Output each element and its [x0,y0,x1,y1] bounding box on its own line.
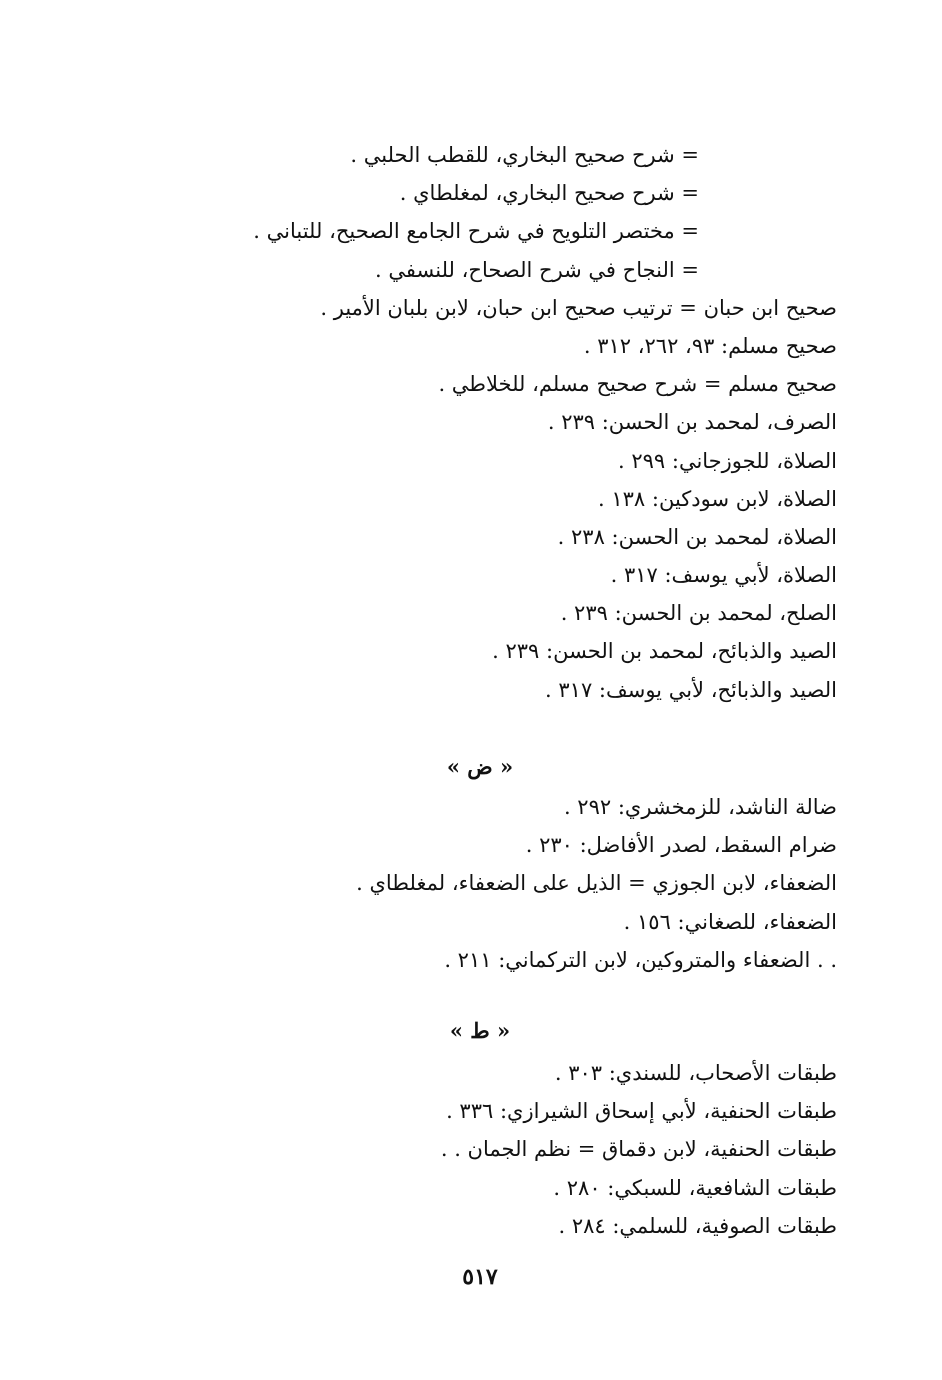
section-heading-ta: « ط » [449,1018,511,1043]
index-entry: الضعفاء، للصغاني: ١٥٦ . [623,909,837,934]
index-entry: = شرح صحيح البخاري، لمغلطاي . [399,181,699,206]
index-entry: الصرف، لمحمد بن الحسن: ٢٣٩ . [547,410,837,435]
index-entry: طبقات الصوفية، للسلمي: ٢٨٤ . [558,1213,837,1238]
index-entry: الضعفاء، لابن الجوزي = الذيل على الضعفاء، لمغلطاي . [356,871,837,896]
index-entry: صحيح مسلم: ٩٣، ٢٦٢، ٣١٢ . [583,333,837,358]
index-entry: = شرح صحيح البخاري، للقطب الحلبي . [350,143,699,167]
index-entry: الصلاة، لابن سودكين: ١٣٨ . [598,486,837,511]
section-heading-dad: « ض » [446,754,514,779]
index-entry: الصيد والذبائح، لمحمد بن الحسن: ٢٣٩ . [492,639,837,664]
index-entry: الصلاة، للجوزجاني: ٢٩٩ . [617,448,837,473]
index-entry: ضالة الناشد، للزمخشري: ٢٩٢ . [563,795,837,819]
index-entry: = النجاح في شرح الصحاح، للنسفي . [375,257,699,282]
index-entry: طبقات الشافعية، للسبكي: ٢٨٠ . [553,1175,837,1200]
index-entry: الصلاة، لأبي يوسف: ٣١٧ . [610,563,837,588]
index-entry: صحيح مسلم = شرح صحيح مسلم، للخلاطي . [438,372,837,397]
page-number: ٥١٧ [462,1264,498,1290]
index-entry: طبقات الحنفية، لابن دقماق = نظم الجمان . . [440,1137,837,1162]
index-entry: طبقات الأصحاب، للسندي: ٣٠٣ . [554,1061,837,1085]
index-entry: الصلاة، لمحمد بن الحسن: ٢٣٨ . [557,524,837,549]
index-entry: ضرام السقط، لصدر الأفاضل: ٢٣٠ . [525,833,837,858]
index-entries-sad [137,136,837,709]
index-entry: الصيد والذبائح، لأبي يوسف: ٣١٧ . [545,677,837,702]
index-entry: طبقات الحنفية، لأبي إسحاق الشيرازي: ٣٣٦ . [446,1099,837,1124]
index-entry: الصلح، لمحمد بن الحسن: ٢٣٩ . [560,601,837,626]
index-entries-ta [137,1054,837,1245]
index-entry: . . الضعفاء والمتروكين، لابن التركماني: ٢١١ . [444,947,837,972]
index-entries-dad [137,788,837,979]
index-entry: = مختصر التلويح في شرح الجامع الصحيح، للتباني . [253,219,699,244]
index-entry: صحيح ابن حبان = ترتيب صحيح ابن حبان، لابن بلبان الأمير . [320,295,837,320]
